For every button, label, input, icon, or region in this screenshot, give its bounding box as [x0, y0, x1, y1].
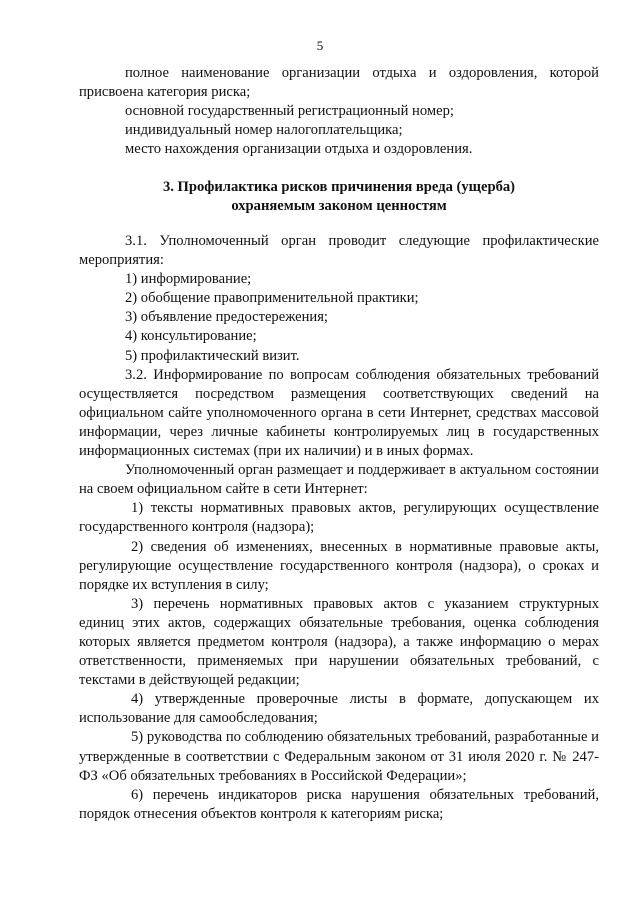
list-item: 5) руководства по соблюдению обязательных требований, разработанные и утвержденные в соответствии с Федеральным законом от 31 июля 2020 г. № 247-ФЗ «Об обязательных требованиях в Российской Федерации»; [79, 729, 599, 784]
page-number: 5 [316, 38, 324, 53]
list-item: 3) объявление предостережения; [125, 309, 328, 326]
list-item: 1) информирование; [125, 271, 252, 288]
list-item: 4) утвержденные проверочные листы в формате, допускающем их использование для самообследования; [79, 691, 599, 727]
list-item: 2) обобщение правоприменительной практики; [125, 290, 419, 307]
list-item: 3) перечень нормативных правовых актов с указанием структурных единиц этих актов, содержащих обязательные требования, оценка соблюдения которых является предметом контроля (надзора), а также информацию о мерах ответственности, применяемых при нарушении обязательных требований, с текстами в действующей редакции; [79, 595, 599, 689]
list-item: 1) тексты нормативных правовых актов, регулирующих осуществление государственного контроля (надзора); [79, 500, 599, 536]
list-item: 2) сведения об изменениях, внесенных в нормативные правовые акты, регулирующие осуществление государственного контроля (надзора), о сроках и порядке их вступления в силу; [79, 538, 599, 593]
list-item: 6) перечень индикаторов риска нарушения обязательных требований, порядок отнесения объектов контроля к категориям риска; [79, 786, 599, 822]
paragraph: Уполномоченный орган размещает и поддерживает в актуальном состоянии на своем официальном сайте в сети Интернет: [79, 462, 599, 498]
list-item: 5) профилактический визит. [125, 347, 300, 364]
intro-item: место нахождения организации отдыха и оздоровления. [125, 141, 473, 158]
section-title-line-1: 3. Профилактика рисков причинения вреда (ущерба) [162, 179, 516, 195]
intro-item: индивидуальный номер налогоплательщика; [125, 122, 403, 139]
section-title-line-2: охраняемым законом ценностям [231, 198, 447, 214]
intro-list [0, 64, 640, 159]
section-heading [0, 178, 640, 216]
section-body [0, 232, 640, 824]
intro-item: основной государственный регистрационный номер; [125, 103, 454, 120]
intro-item: полное наименование организации отдыха и оздоровления, которой присвоена категория риска; [79, 65, 599, 101]
paragraph: 3.1. Уполномоченный орган проводит следующие профилактические мероприятия: [79, 233, 599, 269]
list-item: 4) консультирование; [125, 328, 257, 345]
paragraph: 3.2. Информирование по вопросам соблюдения обязательных требований осуществляется посредством размещения соответствующих сведений на официальном сайте уполномоченного органа в сети Интернет, средствах массовой информации, через личные кабинеты контролируемых лиц в государственных информационных системах (при их наличии) и в иных формах. [79, 366, 599, 460]
